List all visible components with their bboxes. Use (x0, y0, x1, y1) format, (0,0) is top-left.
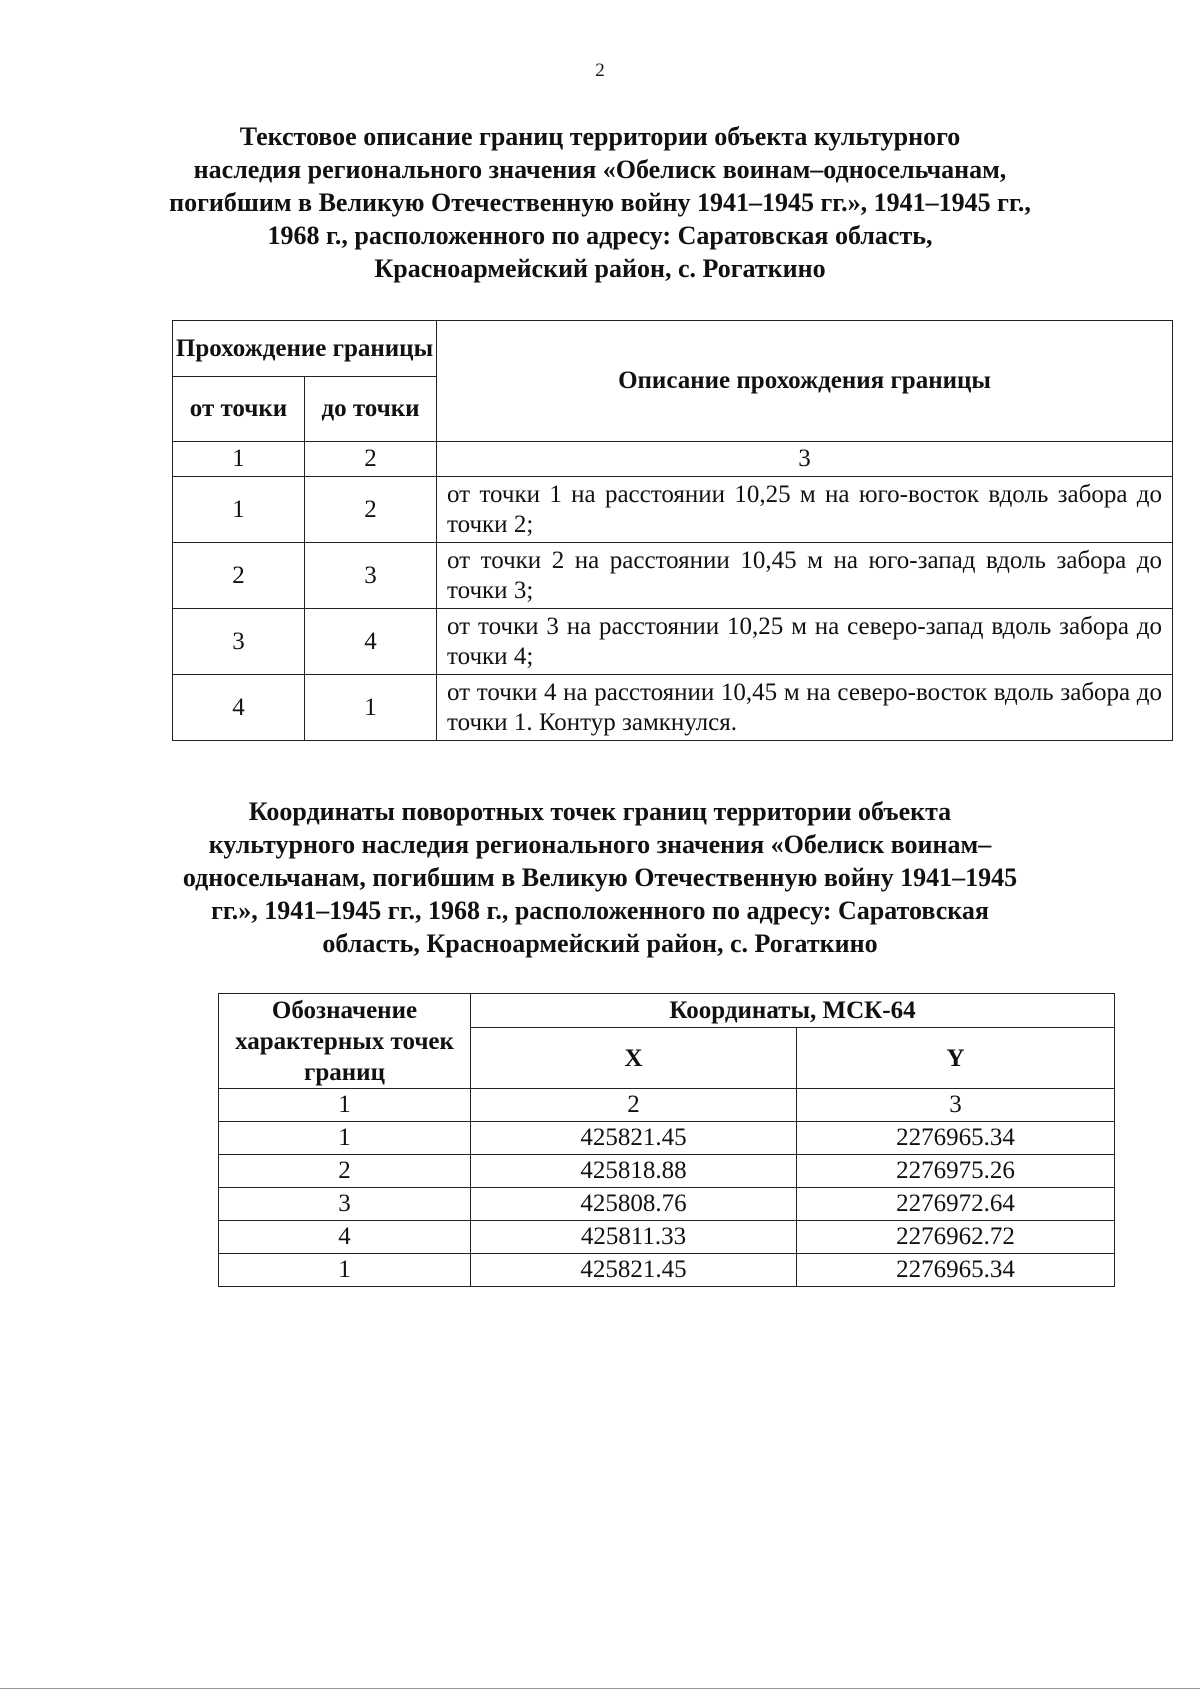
to-point-cell: 1 (305, 675, 437, 741)
header-to-point: до точки (305, 377, 437, 442)
y-cell: 2276965.34 (797, 1254, 1115, 1287)
header-passage: Прохождение границы (173, 321, 437, 377)
description-cell: от точки 3 на расстоянии 10,25 м на северо-запад вдоль забора до точки 4; (437, 609, 1173, 675)
coordinates-table (218, 993, 1115, 1287)
table-row (219, 1122, 1115, 1155)
header-y: Y (797, 1028, 1115, 1089)
section1-title-line: Текстовое описание границ территории объекта культурного (239, 122, 961, 151)
table-row (173, 543, 1173, 609)
from-point-cell: 1 (173, 477, 305, 543)
section2-title (150, 795, 1050, 960)
from-point-cell: 2 (173, 543, 305, 609)
x-cell: 425821.45 (471, 1254, 797, 1287)
section2-title-line: гг.», 1941–1945 гг., 1968 г., расположенного по адресу: Саратовская (211, 896, 989, 925)
table-row (173, 609, 1173, 675)
table-row (219, 1155, 1115, 1188)
table-row (219, 1254, 1115, 1287)
section2-title-line: культурного наследия регионального значения «Обелиск воинам– (208, 830, 992, 859)
description-cell: от точки 4 на расстоянии 10,45 м на северо-восток вдоль забора до точки 1. Контур замкнулся. (437, 675, 1173, 741)
header-x: X (471, 1028, 797, 1089)
header-description: Описание прохождения границы (437, 321, 1173, 442)
section1-title-line: 1968 г., расположенного по адресу: Саратовская область, (267, 221, 933, 250)
x-cell: 425821.45 (471, 1122, 797, 1155)
x-cell: 425808.76 (471, 1188, 797, 1221)
point-cell: 2 (219, 1155, 471, 1188)
point-cell: 3 (219, 1188, 471, 1221)
x-cell: 425811.33 (471, 1221, 797, 1254)
section2-title-line: односельчанам, погибшим в Великую Отечественную войну 1941–1945 (182, 863, 1018, 892)
table-row (219, 1188, 1115, 1221)
section2-title-line: область, Красноармейский район, с. Рогаткино (322, 929, 878, 958)
point-cell: 4 (219, 1221, 471, 1254)
section1-title-line: наследия регионального значения «Обелиск воинам–односельчанам, (193, 155, 1007, 184)
y-cell: 2276975.26 (797, 1155, 1115, 1188)
y-cell: 2276965.34 (797, 1122, 1115, 1155)
to-point-cell: 3 (305, 543, 437, 609)
to-point-cell: 2 (305, 477, 437, 543)
index-cell: 1 (173, 442, 305, 477)
table-row (219, 1221, 1115, 1254)
description-cell: от точки 1 на расстоянии 10,25 м на юго-восток вдоль забора до точки 2; (437, 477, 1173, 543)
section1-title-line: погибшим в Великую Отечественную войну 1941–1945 гг.», 1941–1945 гг., (169, 188, 1031, 217)
index-cell: 3 (797, 1089, 1115, 1122)
section1-title (150, 120, 1050, 285)
x-cell: 425818.88 (471, 1155, 797, 1188)
y-cell: 2276962.72 (797, 1221, 1115, 1254)
index-cell: 3 (437, 442, 1173, 477)
index-cell: 2 (305, 442, 437, 477)
index-cell: 2 (471, 1089, 797, 1122)
description-cell: от точки 2 на расстоянии 10,45 м на юго-запад вдоль забора до точки 3; (437, 543, 1173, 609)
section2-title-line: Координаты поворотных точек границ территории объекта (248, 797, 952, 826)
page-number: 2 (595, 60, 605, 81)
to-point-cell: 4 (305, 609, 437, 675)
table-row (173, 477, 1173, 543)
y-cell: 2276972.64 (797, 1188, 1115, 1221)
header-coordinates: Координаты, МСК-64 (471, 994, 1115, 1028)
index-cell: 1 (219, 1089, 471, 1122)
point-cell: 1 (219, 1122, 471, 1155)
point-cell: 1 (219, 1254, 471, 1287)
boundary-description-table (172, 320, 1173, 741)
header-point-designation: Обозначение характерных точек границ (219, 994, 471, 1089)
section1-title-line: Красноармейский район, с. Рогаткино (374, 254, 826, 283)
scan-edge-line (0, 1688, 1200, 1689)
from-point-cell: 3 (173, 609, 305, 675)
from-point-cell: 4 (173, 675, 305, 741)
header-from-point: от точки (173, 377, 305, 442)
table-row (173, 675, 1173, 741)
